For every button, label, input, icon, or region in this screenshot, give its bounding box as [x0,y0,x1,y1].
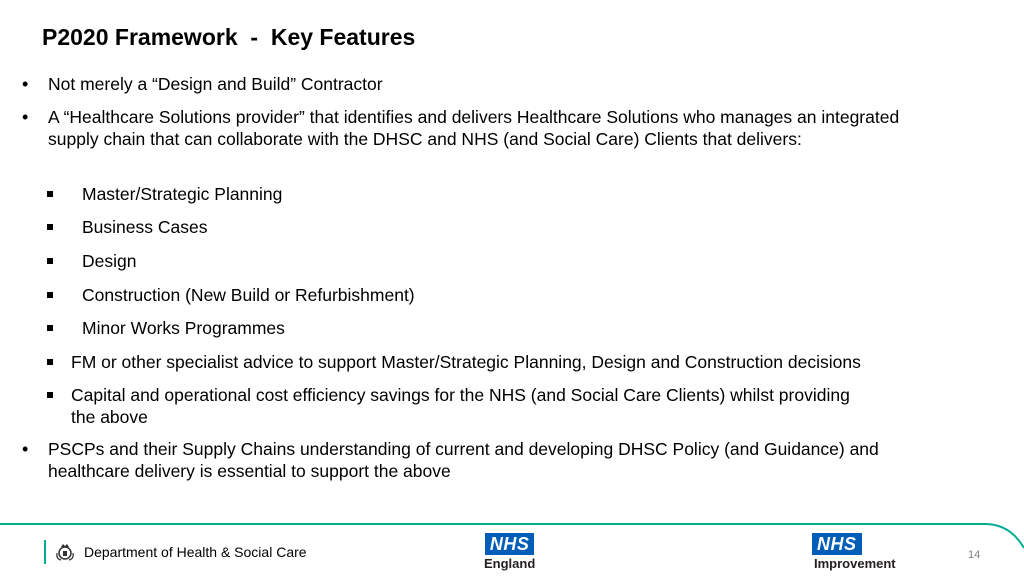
bullet-1-text: Not merely a “Design and Build” Contractor [48,74,383,94]
dhsc-logo [44,540,307,564]
dhsc-name: Department of Health & Social Care [84,544,307,560]
bullet-3-text: PSCPs and their Supply Chains understanding of current and developing DHSC Policy (and Guidance) and healthcare delivery is essential to support the above [48,439,879,481]
sub-bullet-7-line-2: the above [71,407,148,427]
royal-crest-icon [54,541,76,563]
square-bullet [47,325,53,331]
sub-bullet-7-line-1: Capital and operational cost efficiency savings for the NHS (and Social Care Clients) whilst providing [71,385,850,405]
bullet-dot: • [22,74,29,94]
square-bullet [47,359,53,365]
sub-bullet-1-text: Master/Strategic Planning [82,184,283,204]
nhs-england-logo [484,533,535,571]
nhs-lozenge: NHS [485,533,535,555]
sub-bullet-4-text: Construction (New Build or Refurbishment) [82,285,415,305]
square-bullet [47,224,53,230]
bullet-2-text: A “Healthcare Solutions provider” that identifies and delivers Healthcare Solutions who manages an integrated supply chain that can collaborate with the DHSC and NHS (and Social Care) Clients that delivers: [48,107,900,149]
sub-bullet-6-text: FM or other specialist advice to support Master/Strategic Planning, Design and Construction decisions [71,352,861,372]
slide-title: P2020 Framework - Key Features [42,24,416,50]
square-bullet [47,191,53,197]
nhs-lozenge: NHS [812,533,862,555]
nhs-england-label: England [484,556,536,571]
page-number: 14 [968,549,981,561]
nhs-improvement-logo [812,533,896,571]
bullet-dot: • [22,107,29,127]
dhsc-accent-bar [44,540,46,564]
square-bullet [47,292,53,298]
sub-bullet-5-text: Minor Works Programmes [82,318,285,338]
nhs-improvement-label: Improvement [814,556,896,571]
sub-bullet-3-text: Design [82,251,137,271]
square-bullet [47,392,53,398]
square-bullet [47,258,53,264]
sub-bullet-2-text: Business Cases [82,217,208,237]
bullet-dot: • [22,439,29,459]
